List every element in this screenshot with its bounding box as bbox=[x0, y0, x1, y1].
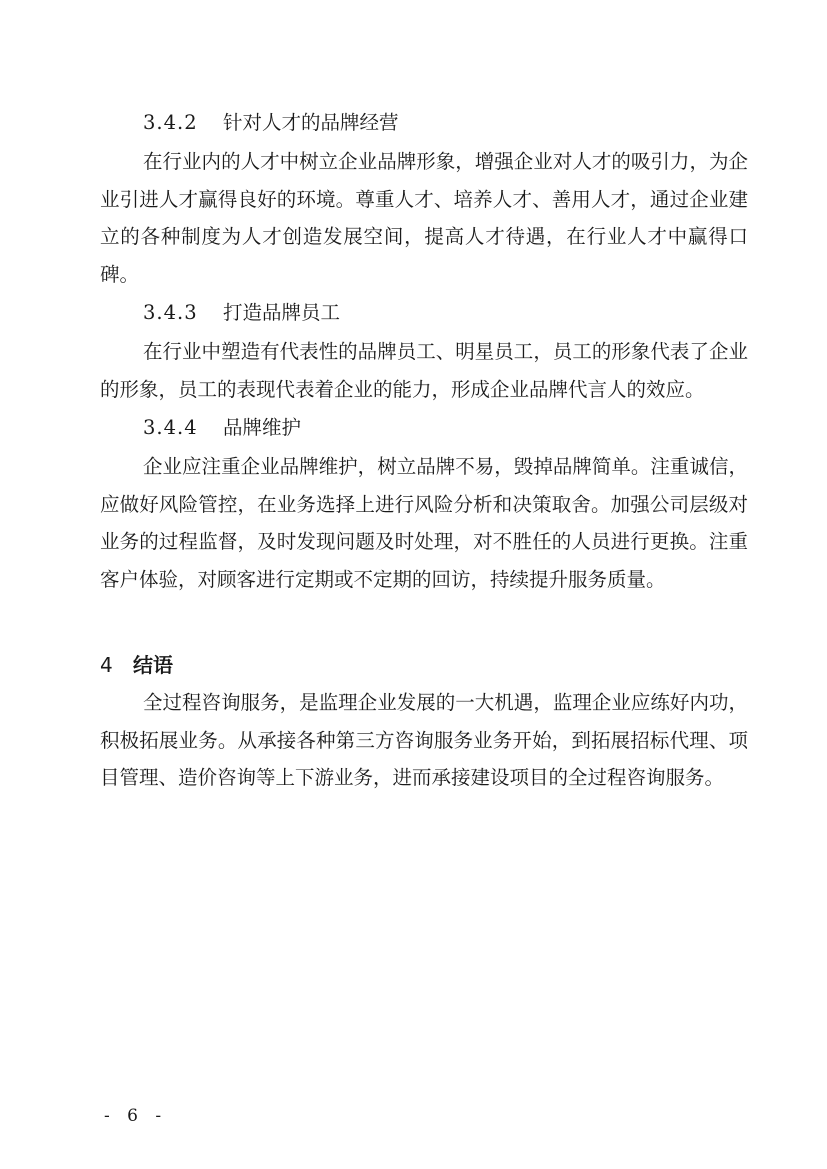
section-title: 品牌维护 bbox=[223, 416, 302, 439]
page-number: - 6 - bbox=[104, 1106, 168, 1126]
section-paragraph: 在行业内的人才中树立企业品牌形象，增强企业对人才的吸引力，为企业引进人才赢得良好的环境。尊重人才、培养人才、善用人才，通过企业建立的各种制度为人才创造发展空间，提高人才待遇，在行业人才中赢得口碑。 bbox=[100, 150, 748, 286]
chapter-heading-4 bbox=[100, 646, 748, 684]
section-number: 3.4.2 bbox=[143, 111, 198, 134]
spacer bbox=[100, 598, 748, 636]
page-content bbox=[100, 103, 748, 797]
section-heading-3-4-4 bbox=[100, 408, 748, 448]
section-paragraph: 企业应注重企业品牌维护，树立品牌不易，毁掉品牌简单。注重诚信，应做好风险管控，在业务选择上进行风险分析和决策取舍。加强公司层级对业务的过程监督，及时发现问题及时处理，对不胜任的人员进行更换。注重客户体验，对顾客进行定期或不定期的回访，持续提升服务质量。 bbox=[100, 455, 748, 591]
section-number: 3.4.4 bbox=[143, 416, 198, 439]
section-number: 3.4.3 bbox=[143, 301, 198, 324]
section-heading-3-4-3 bbox=[100, 293, 748, 333]
section-title: 打造品牌员工 bbox=[223, 301, 341, 324]
section-paragraph: 在行业中塑造有代表性的品牌员工、明星员工，员工的形象代表了企业的形象，员工的表现代表着企业的能力，形成企业品牌代言人的效应。 bbox=[100, 340, 748, 401]
chapter-number: 4 bbox=[100, 653, 113, 677]
section-title: 针对人才的品牌经营 bbox=[223, 111, 399, 134]
chapter-paragraph: 全过程咨询服务，是监理企业发展的一大机遇，监理企业应练好内功，积极拓展业务。从承接各种第三方咨询服务业务开始，到拓展招标代理、项目管理、造价咨询等上下游业务，进而承接建设项目的全过程咨询服务。 bbox=[100, 691, 748, 789]
chapter-title: 结语 bbox=[133, 653, 173, 677]
section-heading-3-4-2 bbox=[100, 103, 748, 143]
